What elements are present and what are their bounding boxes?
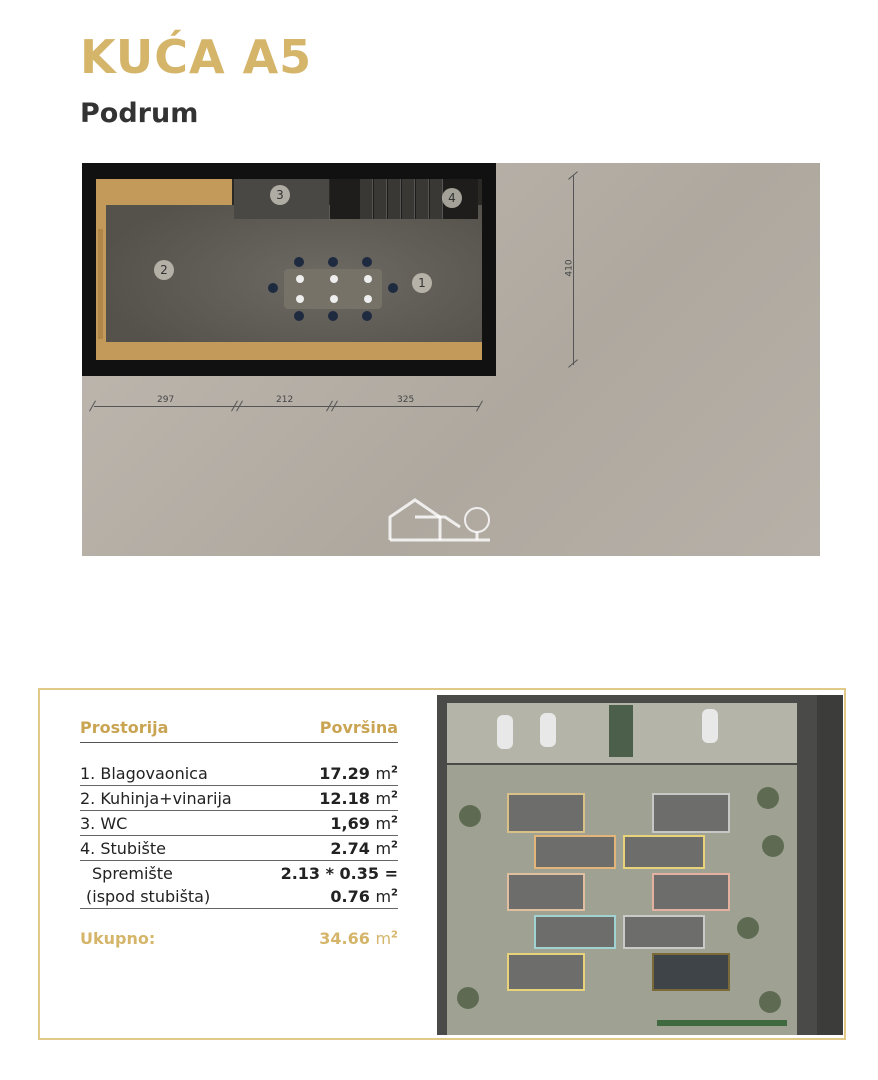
- house: [507, 873, 585, 911]
- row-label-stubiste: 4. Stubište: [80, 839, 166, 858]
- page-subtitle: Podrum: [80, 98, 199, 129]
- column-header-room: Prostorija: [80, 718, 169, 737]
- row-label-spremiste: Spremište: [92, 864, 173, 883]
- dimension-325: 325: [397, 395, 415, 405]
- kitchen-counter-bottom: [96, 342, 482, 360]
- house-a5-highlight: [507, 953, 585, 991]
- floor-interior: [96, 179, 482, 360]
- row-value-wc: 1,69 $m^2$: [330, 814, 398, 833]
- house: [507, 793, 585, 833]
- house: [534, 835, 616, 869]
- room-badge-4: 4: [442, 188, 462, 208]
- dimension-vertical: 410: [564, 259, 575, 277]
- page-title: KUĆA A5: [80, 30, 313, 84]
- horizontal-dimension-line: [94, 406, 480, 407]
- kitchen-counter-top: [96, 179, 232, 205]
- house: [534, 915, 616, 949]
- total-value: 34.66 $m^2$: [319, 929, 398, 948]
- house: [652, 793, 730, 833]
- row-value-blagovaonica: 17.29 $m^2$: [319, 764, 398, 783]
- car: [540, 713, 556, 747]
- room-badge-1: 1: [412, 273, 432, 293]
- row-value-spremiste-formula: 2.13 * 0.35 =: [280, 864, 398, 883]
- row-value-stubiste: 2.74 $m^2$: [330, 839, 398, 858]
- watermark: [330, 495, 550, 575]
- dimension-297: 297: [157, 395, 175, 405]
- watermark-text: ISTRIA PROPERTIES: [359, 553, 521, 571]
- house-logo-icon: [385, 495, 495, 545]
- house: [652, 873, 730, 911]
- row-value-kuhinja: 12.18 $m^2$: [319, 789, 398, 808]
- room-badge-3: 3: [270, 185, 290, 205]
- header-divider: [80, 742, 398, 743]
- row-value-spremiste: 0.76 $m^2$: [330, 887, 398, 906]
- car: [702, 709, 718, 743]
- row-label-wc: 3. WC: [80, 814, 128, 833]
- house: [652, 953, 730, 991]
- row-label-ispod-stubista: (ispod stubišta): [86, 887, 211, 906]
- column-header-area: Površina: [319, 718, 398, 737]
- basement-floor: [82, 163, 496, 376]
- house: [623, 835, 705, 869]
- total-label: Ukupno:: [80, 929, 156, 948]
- row-label-blagovaonica: 1. Blagovaonica: [80, 764, 208, 783]
- row-label-kuhinja: 2. Kuhinja+vinarija: [80, 789, 232, 808]
- room-badge-2: 2: [154, 260, 174, 280]
- house: [623, 915, 705, 949]
- dimension-212: 212: [276, 395, 294, 405]
- site-plan-image: [437, 695, 843, 1035]
- car: [497, 715, 513, 749]
